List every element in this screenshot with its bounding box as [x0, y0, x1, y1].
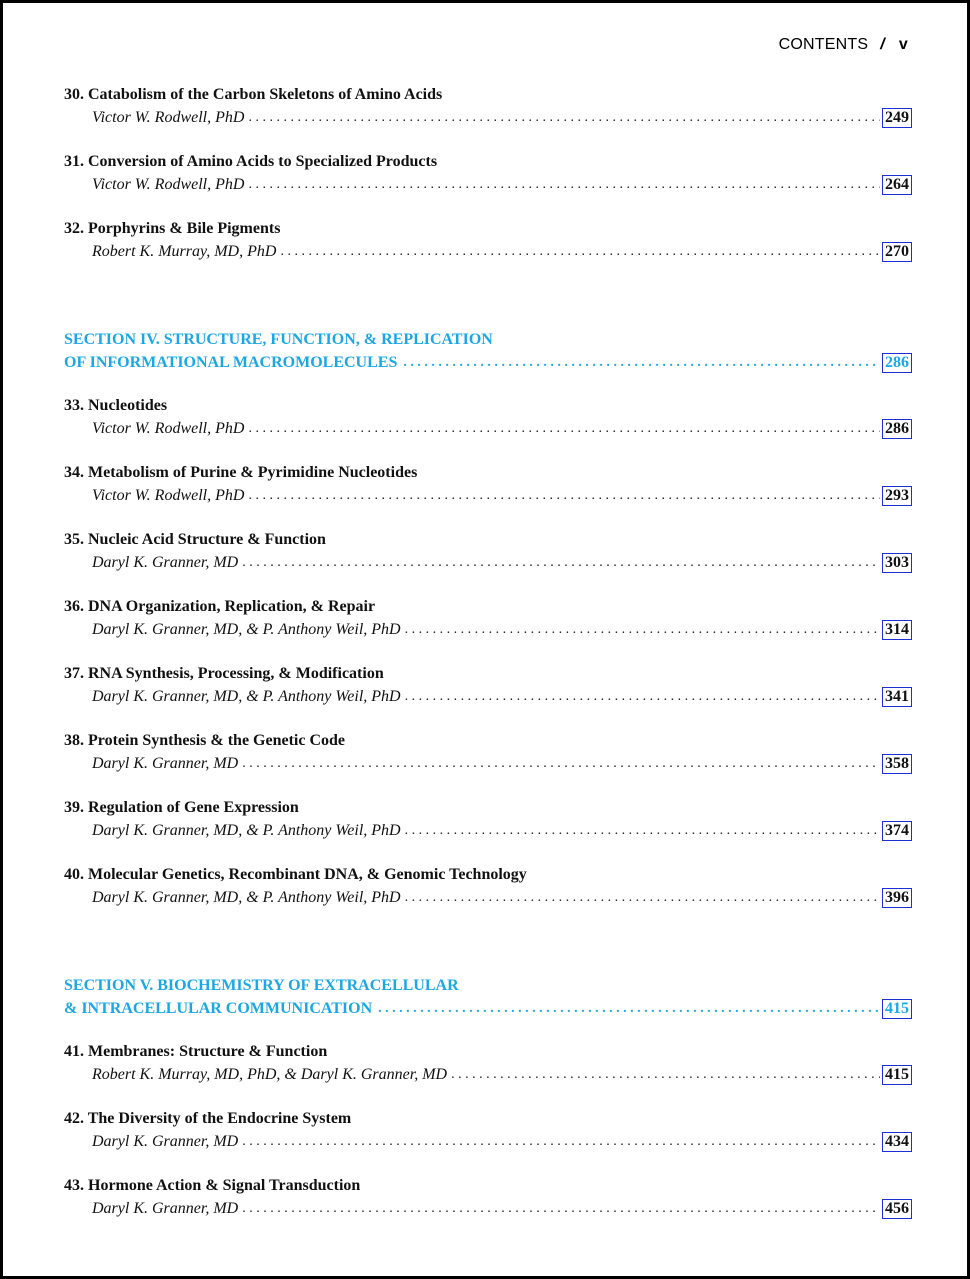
- dot-leader: [242, 1132, 880, 1152]
- dot-leader: [248, 175, 880, 195]
- toc-entry-33: [64, 395, 912, 462]
- chapter-title: 41. Membranes: Structure & Function: [64, 1043, 328, 1060]
- toc-entry-38: [64, 730, 912, 797]
- dot-leader: [405, 821, 880, 841]
- chapter-title: 33. Nucleotides: [64, 397, 168, 414]
- chapter-title: 42. The Diversity of the Endocrine System: [64, 1110, 352, 1127]
- toc-entry-34: [64, 462, 912, 529]
- page-link-286-section[interactable]: 286: [882, 353, 912, 373]
- page-link-314[interactable]: 314: [882, 620, 912, 640]
- chapter-author: Daryl K. Granner, MD: [92, 1200, 239, 1217]
- chapter-author: Daryl K. Granner, MD: [92, 554, 239, 571]
- page-link-396[interactable]: 396: [882, 888, 912, 908]
- section-title-line1: SECTION V. BIOCHEMISTRY OF EXTRACELLULAR: [64, 977, 459, 994]
- toc-entry-30: [64, 84, 912, 151]
- chapter-author: Victor W. Rodwell, PhD: [92, 109, 245, 126]
- page-link-249[interactable]: 249: [882, 108, 912, 128]
- page-link-341[interactable]: 341: [882, 687, 912, 707]
- dot-leader: [378, 999, 880, 1019]
- page-link-374[interactable]: 374: [882, 821, 912, 841]
- chapter-author: Daryl K. Granner, MD, & P. Anthony Weil, PhD: [92, 889, 401, 906]
- dot-leader: [248, 108, 880, 128]
- page-link-303[interactable]: 303: [882, 553, 912, 573]
- toc-entry-36: [64, 596, 912, 663]
- chapter-title: 35. Nucleic Acid Structure & Function: [64, 531, 326, 548]
- chapter-title: 34. Metabolism of Purine & Pyrimidine Nucleotides: [64, 464, 418, 481]
- page-link-434[interactable]: 434: [882, 1132, 912, 1152]
- chapter-title: 39. Regulation of Gene Expression: [64, 799, 299, 816]
- chapter-title: 30. Catabolism of the Carbon Skeletons of Amino Acids: [64, 86, 443, 103]
- chapter-title: 38. Protein Synthesis & the Genetic Code: [64, 732, 346, 749]
- page-link-415-section[interactable]: 415: [882, 999, 912, 1019]
- dot-leader: [405, 687, 880, 707]
- toc-entry-37: [64, 663, 912, 730]
- section-v-heading: [64, 975, 912, 1041]
- chapter-title: 40. Molecular Genetics, Recombinant DNA, & Genomic Technology: [64, 866, 527, 883]
- toc-entry-32: [64, 218, 912, 285]
- dot-leader: [405, 620, 880, 640]
- chapter-author: Victor W. Rodwell, PhD: [92, 176, 245, 193]
- chapter-title: 32. Porphyrins & Bile Pigments: [64, 220, 281, 237]
- chapter-author: Robert K. Murray, MD, PhD, & Daryl K. Granner, MD: [92, 1066, 448, 1083]
- running-head-page-number: v: [898, 36, 908, 53]
- chapter-title: 43. Hormone Action & Signal Transduction: [64, 1177, 361, 1194]
- dot-leader: [451, 1065, 880, 1085]
- section-title-line1: SECTION IV. STRUCTURE, FUNCTION, & REPLICATION: [64, 331, 493, 348]
- chapter-author: Daryl K. Granner, MD, & P. Anthony Weil, PhD: [92, 822, 401, 839]
- dot-leader: [242, 553, 880, 573]
- dot-leader: [403, 353, 880, 373]
- section-iv-heading: [64, 329, 912, 395]
- dot-leader: [405, 888, 880, 908]
- running-head-label: CONTENTS: [778, 36, 869, 53]
- page-link-358[interactable]: 358: [882, 754, 912, 774]
- page-link-286[interactable]: 286: [882, 419, 912, 439]
- running-head-separator: /: [880, 36, 885, 53]
- chapter-author: Daryl K. Granner, MD: [92, 1133, 239, 1150]
- page-link-264[interactable]: 264: [882, 175, 912, 195]
- page-link-456[interactable]: 456: [882, 1199, 912, 1219]
- page-link-415[interactable]: 415: [882, 1065, 912, 1085]
- toc-entry-43: [64, 1175, 912, 1242]
- dot-leader: [248, 419, 880, 439]
- toc-entry-42: [64, 1108, 912, 1175]
- toc-entry-35: [64, 529, 912, 596]
- chapter-author: Daryl K. Granner, MD, & P. Anthony Weil, PhD: [92, 688, 401, 705]
- running-head: [779, 36, 908, 54]
- page-link-293[interactable]: 293: [882, 486, 912, 506]
- toc-entry-39: [64, 797, 912, 864]
- section-title-line2: & INTRACELLULAR COMMUNICATION: [64, 1000, 373, 1017]
- chapter-author: Daryl K. Granner, MD: [92, 755, 239, 772]
- dot-leader: [242, 1199, 880, 1219]
- chapter-title: 37. RNA Synthesis, Processing, & Modification: [64, 665, 384, 682]
- table-of-contents: [64, 84, 912, 1242]
- dot-leader: [242, 754, 880, 774]
- chapter-author: Daryl K. Granner, MD, & P. Anthony Weil, PhD: [92, 621, 401, 638]
- toc-entry-40: [64, 864, 912, 931]
- chapter-title: 36. DNA Organization, Replication, & Repair: [64, 598, 376, 615]
- section-title-line2: OF INFORMATIONAL MACROMOLECULES: [64, 354, 398, 371]
- chapter-author: Victor W. Rodwell, PhD: [92, 420, 245, 437]
- chapter-author: Robert K. Murray, MD, PhD: [92, 243, 277, 260]
- chapter-author: Victor W. Rodwell, PhD: [92, 487, 245, 504]
- chapter-title: 31. Conversion of Amino Acids to Specialized Products: [64, 153, 438, 170]
- dot-leader: [248, 486, 880, 506]
- dot-leader: [280, 242, 880, 262]
- toc-entry-41: [64, 1041, 912, 1108]
- page-link-270[interactable]: 270: [882, 242, 912, 262]
- toc-entry-31: [64, 151, 912, 218]
